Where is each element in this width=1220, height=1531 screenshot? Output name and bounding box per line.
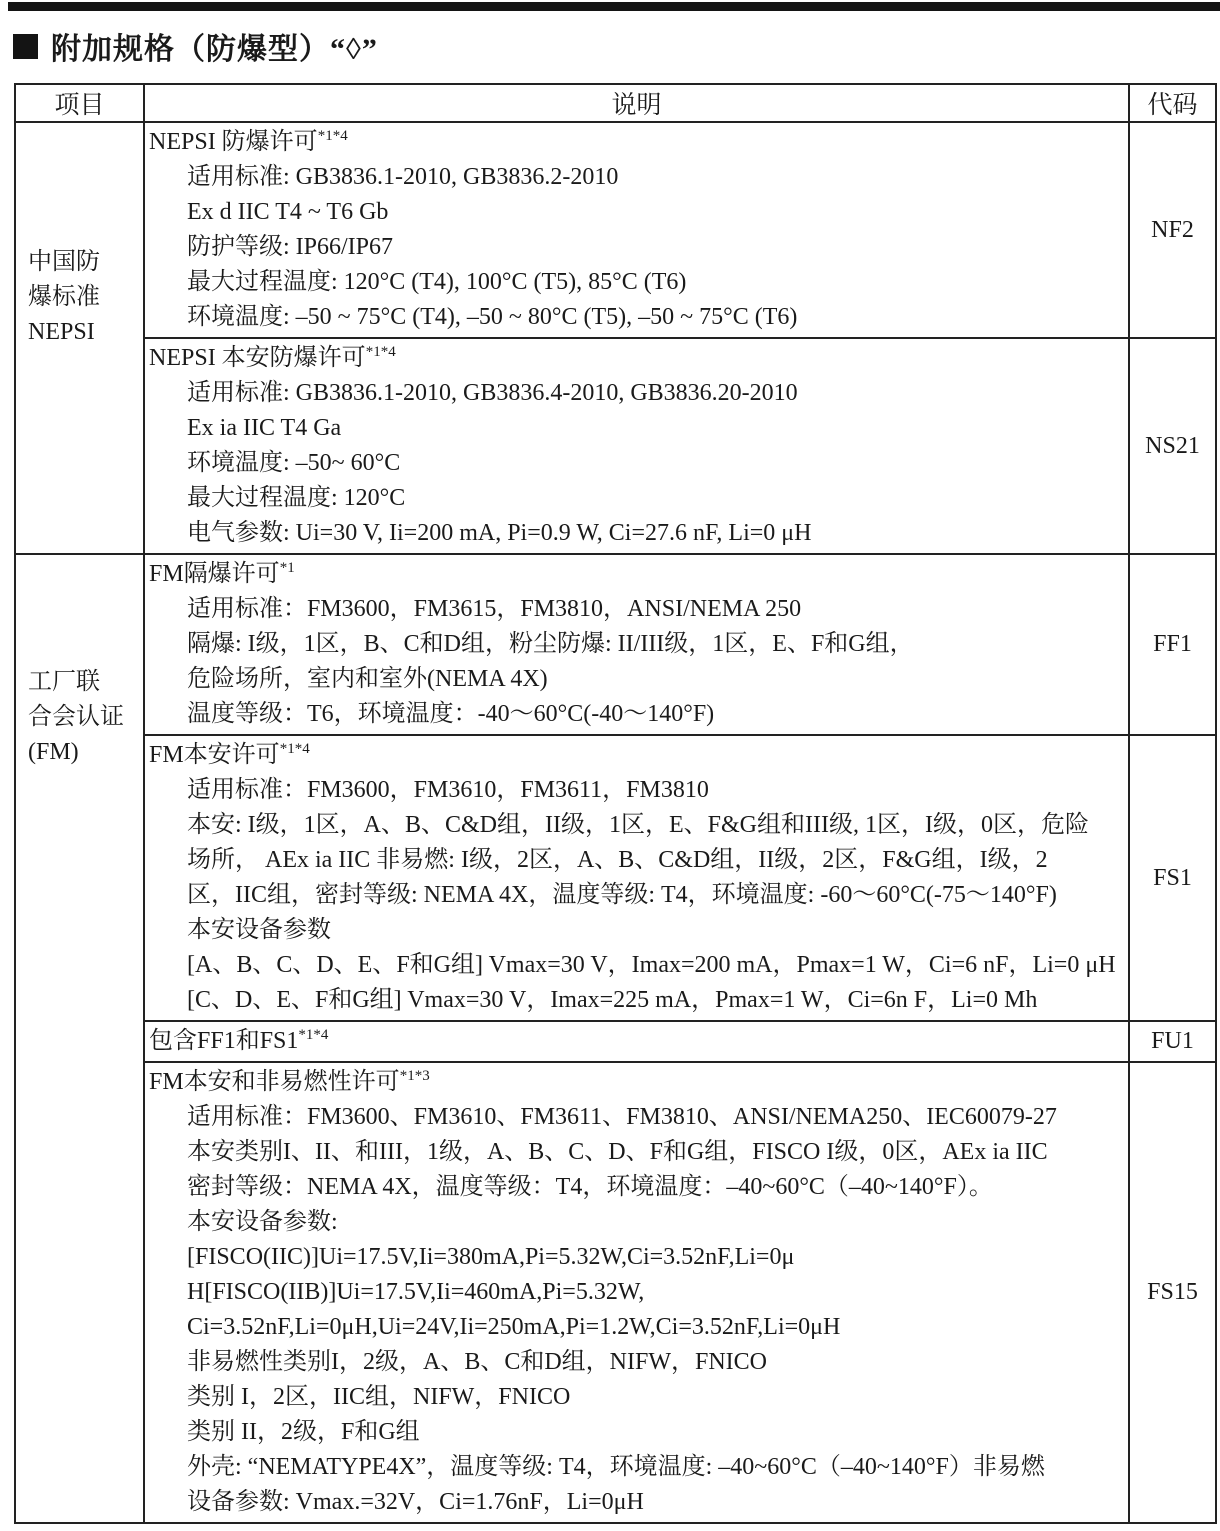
description-text: 环境温度: –50 ~ 75°C (T4), –50 ~ 80°C (T5), –50 ~ 75°C (T6)	[187, 304, 798, 330]
description-line	[149, 1380, 1124, 1415]
footnote-marker: *1*4	[317, 128, 348, 144]
description-line	[149, 738, 1124, 773]
description-line	[149, 376, 1124, 411]
column-header-description: 说明	[144, 84, 1129, 122]
description-text: 防护等级: IP66/IP67	[187, 234, 394, 260]
description-line	[149, 1100, 1124, 1135]
description-line	[149, 516, 1124, 551]
description-text: 环境温度: –50~ 60°C	[187, 450, 401, 476]
code-cell	[1129, 1021, 1216, 1062]
description-line	[149, 1310, 1124, 1345]
description-line	[149, 1170, 1124, 1205]
code-cell	[1129, 122, 1216, 338]
spec-table	[14, 83, 1217, 1524]
code-value: FF1	[1153, 631, 1192, 657]
table-row	[15, 735, 1216, 1021]
description-text: 设备参数: Vmax.=32V，Ci=1.76nF，Li=0μH	[187, 1489, 644, 1515]
description-cell	[144, 338, 1129, 554]
description-text: 适用标准: GB3836.1-2010, GB3836.4-2010, GB3836.20-2010	[187, 380, 798, 406]
description-text: 本安设备参数	[187, 917, 331, 943]
description-text: NEPSI 防爆许可	[149, 129, 318, 155]
code-cell	[1129, 338, 1216, 554]
section-marker-icon	[13, 34, 38, 59]
description-cell	[144, 122, 1129, 338]
description-text: 最大过程温度: 120°C (T4), 100°C (T5), 85°C (T6)	[187, 269, 687, 295]
description-cell	[144, 1021, 1129, 1062]
item-label-line: (FM)	[28, 739, 79, 765]
description-text: 危险场所，室内和室外(NEMA 4X)	[187, 666, 548, 692]
description-line	[149, 592, 1124, 627]
code-value: NF2	[1151, 216, 1194, 243]
description-text: [FISCO(IIC)]Ui=17.5V,Ii=380mA,Pi=5.32W,Ci=3.52nF,Li=0μ	[187, 1244, 795, 1270]
table-row	[15, 1021, 1216, 1062]
code-cell	[1129, 554, 1216, 735]
description-text: FM隔爆许可	[149, 561, 280, 587]
description-line	[149, 1135, 1124, 1170]
description-line	[149, 1240, 1124, 1275]
code-value: FS15	[1147, 1279, 1198, 1305]
page-title-text: 附加规格（防爆型）“◊”	[51, 33, 378, 66]
description-line	[149, 125, 1124, 160]
description-cell	[144, 554, 1129, 735]
description-line	[149, 773, 1124, 808]
description-text: 场所， AEx ia IIC 非易燃: I级，2区，A、B、C&D组，II级，2区，F&G组，I级，2	[187, 847, 1048, 873]
description-text: 适用标准：FM3600，FM3610，FM3611，FM3810	[187, 777, 709, 803]
description-line	[149, 878, 1124, 913]
description-text: NEPSI 本安防爆许可	[149, 345, 366, 371]
description-text: 密封等级：NEMA 4X，温度等级：T4，环境温度：–40~60°C（–40~140°F）。	[187, 1174, 993, 1200]
description-text: 类别 II，2级，F和G组	[187, 1419, 420, 1445]
description-line	[149, 1024, 1124, 1059]
description-line	[149, 983, 1124, 1018]
description-line	[149, 808, 1124, 843]
description-line	[149, 446, 1124, 481]
description-text: 本安类别I、II、和III，1级，A、B、C、D、F和G组，FISCO I级，0区，AEx ia IIC	[187, 1139, 1048, 1165]
description-line	[149, 195, 1124, 230]
description-text: Ex ia IIC T4 Ga	[187, 415, 342, 441]
description-line	[149, 1345, 1124, 1380]
description-line	[149, 627, 1124, 662]
item-cell	[15, 122, 144, 554]
description-line	[149, 1415, 1124, 1450]
table-row	[15, 554, 1216, 735]
code-value: FS1	[1153, 864, 1192, 891]
description-text: 本安设备参数:	[187, 1209, 338, 1235]
description-text: FM本安许可	[149, 742, 280, 768]
description-line	[149, 300, 1124, 335]
page-title	[13, 24, 378, 68]
description-text: 适用标准: GB3836.1-2010, GB3836.2-2010	[187, 164, 619, 190]
description-line	[149, 913, 1124, 948]
table-header-row	[15, 84, 1216, 122]
description-line	[149, 948, 1124, 983]
code-value: FU1	[1151, 1028, 1194, 1054]
table-row	[15, 1062, 1216, 1523]
description-line	[149, 843, 1124, 878]
description-text: 适用标准：FM3600、FM3610、FM3611、FM3810、ANSI/NEMA250、IEC60079-27	[187, 1104, 1057, 1130]
footnote-marker: *1*3	[399, 1068, 430, 1084]
description-text: [A、B、C、D、E、F和G组] Vmax=30 V，Imax=200 mA，Pmax=1 W，Ci=6 nF，Li=0 μH	[187, 952, 1116, 978]
description-text: Ci=3.52nF,Li=0μH,Ui=24V,Ii=250mA,Pi=1.2W,Ci=3.52nF,Li=0μH	[187, 1314, 841, 1340]
description-line	[149, 1450, 1124, 1485]
description-text: 区，IIC组，密封等级: NEMA 4X，温度等级: T4，环境温度: -60～60°C(-75～140°F)	[187, 882, 1057, 908]
code-cell	[1129, 735, 1216, 1021]
description-line	[149, 557, 1124, 592]
description-text: 电气参数: Ui=30 V, Ii=200 mA, Pi=0.9 W, Ci=27.6 nF, Li=0 μH	[187, 520, 812, 546]
item-label-line: NEPSI	[28, 319, 95, 345]
description-line	[149, 411, 1124, 446]
description-line	[149, 1485, 1124, 1520]
item-label-line: 爆标准	[28, 284, 100, 310]
footnote-marker: *1	[279, 560, 295, 576]
code-value: NS21	[1145, 432, 1200, 459]
description-text: 最大过程温度: 120°C	[187, 485, 406, 511]
description-text: Ex d IIC T4 ~ T6 Gb	[187, 199, 389, 225]
description-line	[149, 662, 1124, 697]
footnote-marker: *1*4	[365, 344, 396, 360]
description-line	[149, 160, 1124, 195]
item-label-line: 合会认证	[28, 704, 124, 730]
description-line	[149, 1275, 1124, 1310]
description-text: 适用标准：FM3600，FM3615，FM3810，ANSI/NEMA 250	[187, 596, 802, 622]
description-line	[149, 1065, 1124, 1100]
column-header-code: 代码	[1129, 84, 1216, 122]
description-line	[149, 481, 1124, 516]
description-cell	[144, 735, 1129, 1021]
footnote-marker: *1*4	[279, 741, 310, 757]
description-text: 类别 I，2区，IIC组，NIFW，FNICO	[187, 1384, 571, 1410]
description-text: [C、D、E、F和G组] Vmax=30 V，Imax=225 mA，Pmax=1 W，Ci=6n F，Li=0 Mh	[187, 987, 1038, 1013]
table-row	[15, 338, 1216, 554]
description-cell	[144, 1062, 1129, 1523]
description-line	[149, 697, 1124, 732]
description-text: 隔爆: I级，1区，B、C和D组，粉尘防爆: II/III级，1区，E、F和G组，	[187, 631, 914, 657]
description-text: 非易燃性类别I，2级，A、B、C和D组，NIFW，FNICO	[187, 1349, 768, 1375]
description-line	[149, 1205, 1124, 1240]
item-cell	[15, 554, 144, 1523]
description-text: 外壳: “NEMATYPE4X”，温度等级: T4，环境温度: –40~60°C（–40~140°F）非易燃	[187, 1454, 1045, 1480]
description-line	[149, 341, 1124, 376]
top-rule	[8, 2, 1220, 11]
description-line	[149, 230, 1124, 265]
description-text: FM本安和非易燃性许可	[149, 1069, 400, 1095]
description-line	[149, 265, 1124, 300]
code-cell	[1129, 1062, 1216, 1523]
table-row	[15, 122, 1216, 338]
description-text: H[FISCO(IIB)]Ui=17.5V,Ii=460mA,Pi=5.32W,	[187, 1279, 645, 1305]
item-label-line: 中国防	[28, 249, 100, 275]
column-header-item: 项目	[15, 84, 144, 122]
description-text: 包含FF1和FS1	[149, 1028, 299, 1054]
item-label-line: 工厂联	[28, 669, 100, 695]
description-text: 温度等级：T6，环境温度：-40～60°C(-40～140°F)	[187, 701, 715, 727]
description-text: 本安: I级，1区，A、B、C&D组，II级，1区，E、F&G组和III级, 1区，I级，0区，危险	[187, 812, 1089, 838]
footnote-marker: *1*4	[298, 1027, 329, 1043]
